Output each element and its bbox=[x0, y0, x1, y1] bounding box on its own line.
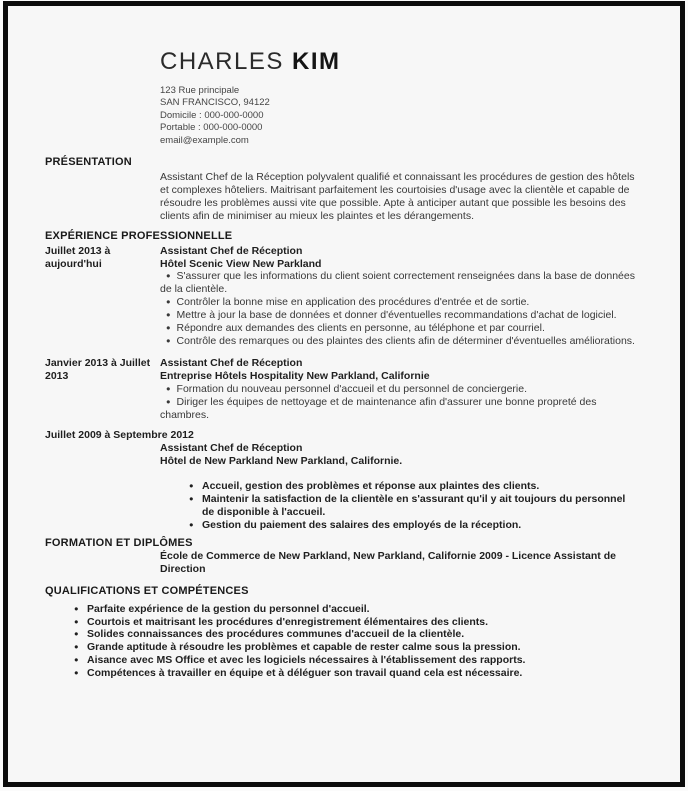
bullet-icon: ● bbox=[166, 323, 171, 333]
bullet-icon: ● bbox=[74, 668, 79, 678]
resume-page bbox=[3, 1, 685, 787]
qualification-text: Compétences à travailler en équipe et à déléguer son travail quand cela est nécessaire. bbox=[87, 667, 523, 680]
contact-address-line1: 123 Rue principale bbox=[160, 85, 240, 96]
bullet-icon: ● bbox=[189, 494, 194, 504]
job1-bullet bbox=[160, 309, 640, 322]
job1-bullet-text: Répondre aux demandes des clients en personne, au téléphone et par courriel. bbox=[176, 322, 545, 335]
qualification-bullet bbox=[74, 628, 640, 641]
resume-header bbox=[160, 48, 640, 147]
job-entry-1 bbox=[45, 245, 640, 348]
qualification-bullet bbox=[74, 641, 640, 654]
contact-block bbox=[160, 85, 640, 147]
job1-bullet bbox=[160, 296, 640, 309]
contact-address-line2: SAN FRANCISCO, 94122 bbox=[160, 97, 270, 109]
qualification-text: Courtois et maitrisant les procédures d'enregistrement élémentaires des clients. bbox=[87, 615, 489, 628]
job2-bullet-text: Formation du nouveau personnel d'accueil et du personnel de conciergerie. bbox=[176, 382, 528, 395]
job1-title: Assistant Chef de Réception bbox=[160, 244, 303, 257]
qualification-bullet bbox=[74, 654, 640, 667]
person-name bbox=[160, 48, 640, 76]
bullet-icon: ● bbox=[166, 396, 171, 406]
job2-bullet-text: Diriger les équipes de nettoyage et de maintenance afin d'assurer une bonne propreté des chambres. bbox=[160, 395, 597, 421]
job3-bullet bbox=[189, 480, 640, 493]
job3-title: Assistant Chef de Réception bbox=[160, 442, 303, 455]
job2-content bbox=[160, 357, 640, 422]
job1-bullet-text: Mettre à jour la base de données et donner d'éventuelles recommandations d'achat de logiciel. bbox=[176, 309, 617, 322]
qualification-bullet bbox=[74, 603, 640, 616]
contact-email: email@example.com bbox=[160, 134, 249, 146]
job3-content bbox=[160, 442, 640, 531]
job1-bullet-text: Contrôle des remarques ou des plaintes des clients afin de déterminer d'éventuelles améliorations. bbox=[176, 335, 635, 347]
bullet-icon: ● bbox=[74, 603, 79, 613]
job2-title: Assistant Chef de Réception bbox=[160, 356, 303, 369]
bullet-icon: ● bbox=[189, 519, 194, 529]
job2-dates: Janvier 2013 à Juillet 2013 bbox=[45, 356, 151, 382]
bullet-icon: ● bbox=[166, 336, 171, 345]
first-name: CHARLES bbox=[160, 48, 284, 75]
job2-company: Entreprise Hôtels Hospitality New Parkland, Californie bbox=[160, 369, 430, 382]
bullet-icon: ● bbox=[189, 481, 194, 491]
job1-bullet-text: Contrôler la bonne mise en application des procédures d'entrée et de sortie. bbox=[176, 296, 530, 309]
last-name: KIM bbox=[292, 48, 341, 75]
job3-bullet bbox=[189, 493, 640, 519]
bullet-icon: ● bbox=[74, 616, 79, 626]
qualification-bullet bbox=[74, 616, 640, 629]
presentation-text: Assistant Chef de la Réception polyvalent qualifié et connaissant les procédures de gestion des hôtels et complexes hôteliers. Maitrisant parfaitement les courtoisies d'usage avec la clientèle et capable de résoudre les problèmes aussi vite que possible. Apte à anticiper autant que possible les besoins des clients afin de minimiser au mieux les plaintes et les dérangements. bbox=[160, 171, 635, 222]
contact-mobile-phone: Portable : 000-000-0000 bbox=[160, 122, 263, 134]
job3-bullet bbox=[189, 519, 640, 532]
job1-bullet-text: S'assurer que les informations du client soient correctement renseignées dans la base de données de la clientèle. bbox=[160, 270, 635, 296]
job3-bullet-list bbox=[189, 480, 640, 532]
job3-bullet-text: Gestion du paiement des salaires des employés de la réception. bbox=[202, 518, 522, 531]
contact-home-phone: Domicile : 000-000-0000 bbox=[160, 109, 264, 121]
job3-bullet-text: Accueil, gestion des problèmes et réponse aux plaintes des clients. bbox=[202, 480, 540, 493]
job1-bullet bbox=[160, 335, 640, 348]
education-text: École de Commerce de New Parkland, New Parkland, Californie 2009 - Licence Assistant de Direction bbox=[160, 549, 616, 575]
qualification-text: Solides connaissances des procédures communes d'accueil de la clientèle. bbox=[87, 628, 465, 641]
job2-bullet bbox=[160, 396, 640, 422]
job1-bullet bbox=[160, 270, 640, 296]
job3-dates: Juillet 2009 à Septembre 2012 bbox=[45, 429, 194, 442]
job1-company: Hôtel Scenic View New Parkland bbox=[160, 257, 322, 270]
bullet-icon: ● bbox=[74, 642, 79, 652]
qualification-text: Parfaite expérience de la gestion du personnel d'accueil. bbox=[87, 602, 370, 615]
section-heading-experience: EXPÉRIENCE PROFESSIONNELLE bbox=[45, 229, 233, 242]
qualification-bullet bbox=[74, 667, 640, 680]
section-heading-presentation: PRÉSENTATION bbox=[45, 156, 132, 169]
bullet-icon: ● bbox=[166, 383, 171, 393]
job1-content bbox=[160, 245, 640, 348]
bullet-icon: ● bbox=[74, 629, 79, 639]
job1-bullet bbox=[160, 322, 640, 335]
section-heading-qualifications: QUALIFICATIONS ET COMPÉTENCES bbox=[45, 584, 249, 597]
job2-bullet bbox=[160, 383, 640, 396]
job1-dates: Juillet 2013 à aujourd'hui bbox=[45, 244, 111, 270]
qualification-text: Aisance avec MS Office et avec les logiciels nécessaires à l'établissement des rapports. bbox=[87, 654, 526, 667]
section-heading-education: FORMATION ET DIPLÔMES bbox=[45, 536, 193, 549]
resume-content bbox=[8, 6, 680, 680]
job3-company: Hôtel de New Parkland New Parkland, Californie. bbox=[160, 455, 403, 468]
bullet-icon: ● bbox=[166, 310, 171, 320]
bullet-icon: ● bbox=[166, 271, 171, 281]
bullet-icon: ● bbox=[74, 655, 79, 665]
job-entry-2 bbox=[45, 357, 640, 422]
qualifications-list bbox=[74, 603, 640, 680]
bullet-icon: ● bbox=[166, 297, 171, 307]
job3-bullet-text: Maintenir la satisfaction de la clientèle en s'assurant qu'il y ait toujours du personnel de disponible à l'accueil. bbox=[202, 493, 626, 518]
spacer bbox=[160, 468, 640, 480]
qualification-text: Grande aptitude à résoudre les problèmes et capable de rester calme sous la pression. bbox=[87, 641, 521, 654]
